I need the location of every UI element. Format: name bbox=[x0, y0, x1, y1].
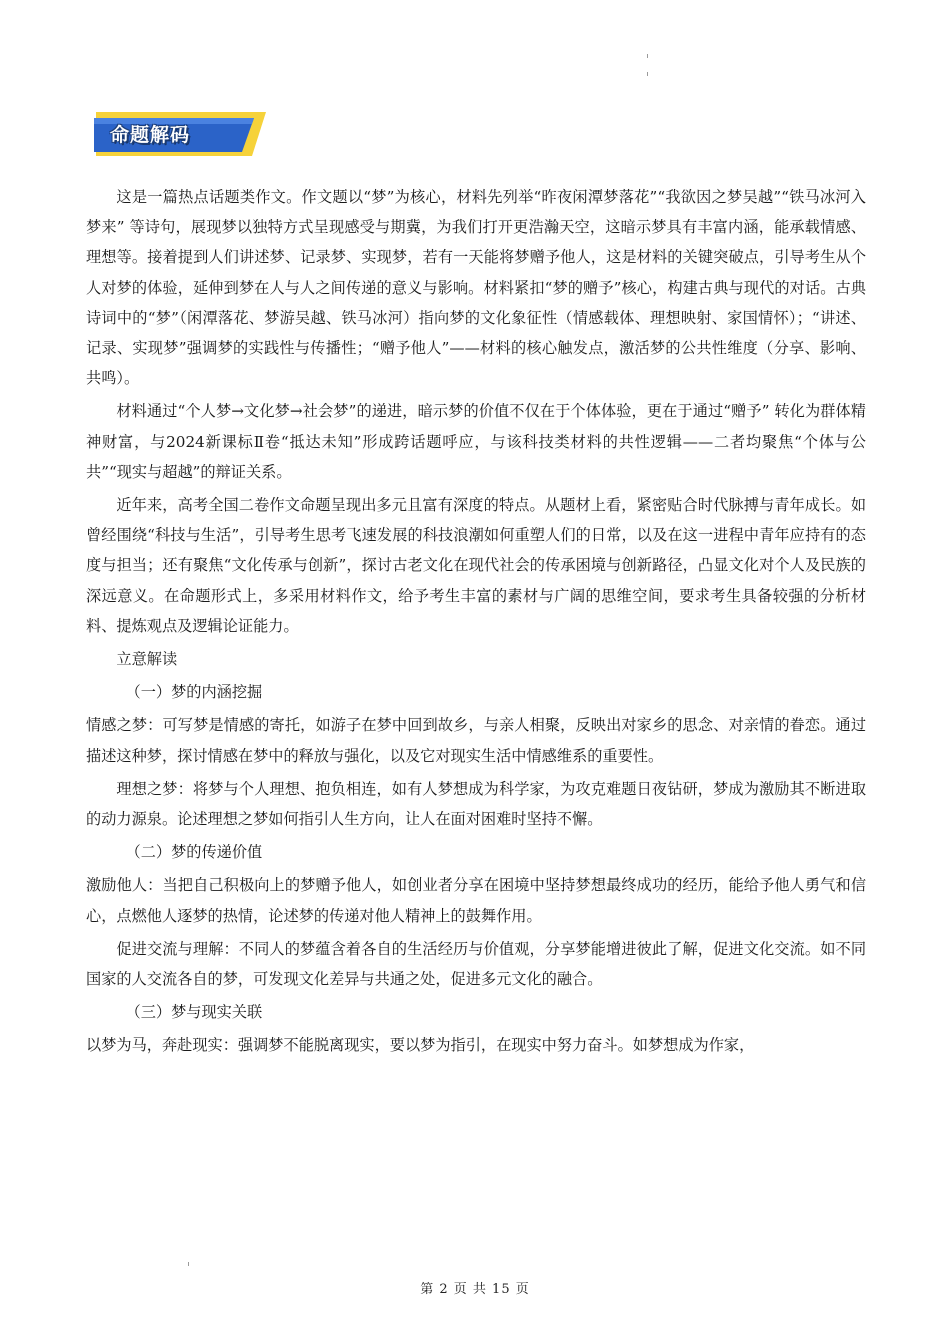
corner-mark-top-1 bbox=[647, 54, 648, 58]
paragraph-topic-analysis: 这是一篇热点话题类作文。作文题以“梦”为核心，材料先列举“昨夜闲潭梦落花”“我欲因之梦吴越”“铁马冰河入梦来” 等诗句，展现梦以独特方式呈现感受与期冀，为我们打开更浩瀚天空，这暗示梦具有丰富内涵，能承载情感、理想等。接着提到人们讲述梦、记录梦、实现梦，若有一天能将梦赠予他人，这是材料的关键突破点，引导考生从个人对梦的体验，延伸到梦在人与人之间传递的意义与影响。材料紧扣“梦的赠予”核心，构建古典与现代的对话。古典诗词中的“梦”（闲潭落花、梦游吴越、铁马冰河）指向梦的文化象征性（情感载体、理想映射、家国情怀）；“讲述、记录、实现梦”强调梦的实践性与传播性；“赠予他人”——材料的核心触发点，激活梦的公共性维度（分享、影响、共鸣）。 bbox=[86, 188, 866, 388]
subheading-dream-transmission: （二）梦的传递价值 bbox=[125, 843, 263, 862]
paragraph-dream-as-horse: 以梦为马，奔赴现实：强调梦不能脱离现实，要以梦为指引，在现实中努力奋斗。如梦想成为作家， bbox=[86, 1036, 755, 1055]
paragraph-inspire-others: 激励他人：当把自己积极向上的梦赠予他人，如创业者分享在困境中坚持梦想最终成功的经历，能给予他人勇气和信心，点燃他人逐梦的热情，论述梦的传递对他人精神上的鼓舞作用。 bbox=[86, 876, 866, 925]
paragraph-exchange-understanding: 促进交流与理解：不同人的梦蕴含着各自的生活经历与价值观，分享梦能增进彼此了解，促进文化交流。如不同国家的人交流各自的梦，可发现文化差异与共通之处，促进多元文化的融合。 bbox=[86, 939, 866, 989]
subheading-dream-connotation: （一）梦的内涵挖掘 bbox=[125, 683, 263, 702]
subheading-dream-reality: （三）梦与现实关联 bbox=[125, 1003, 263, 1022]
corner-mark-bottom bbox=[188, 1262, 189, 1266]
paragraph-ideal-dream: 理想之梦：将梦与个人理想、抱负相连，如有人梦想成为科学家，为攻克难题日夜钻研，梦成为激励其不断进取的动力源泉。论述理想之梦如何指引人生方向，让人在面对困难时坚持不懈。 bbox=[86, 779, 866, 829]
article-body bbox=[86, 182, 866, 1064]
section-heading-interpretation: 立意解读 bbox=[116, 650, 178, 669]
paragraph-emotional-dream: 情感之梦：可写梦是情感的寄托，如游子在梦中回到故乡，与亲人相聚，反映出对家乡的思念、对亲情的眷恋。通过描述这种梦，探讨情感在梦中的释放与强化，以及它对现实生活中情感维系的重要性。 bbox=[86, 716, 866, 765]
page-number: 第 2 页 共 15 页 bbox=[420, 1282, 530, 1297]
paragraph-exam-trends: 近年来，高考全国二卷作文命题呈现出多元且富有深度的特点。从题材上看，紧密贴合时代脉搏与青年成长。如曾经围绕“科技与生活”，引导考生思考飞速发展的科技浪潮如何重塑人们的日常，以及在这一进程中青年应持有的态度与担当；还有聚焦“文化传承与创新”，探讨古老文化在现代社会的传承困境与创新路径，凸显文化对个人及民族的深远意义。在命题形式上，多采用材料作文，给予考生丰富的素材与广阔的思维空间，要求考生具备较强的分析材料、提炼观点及逻辑论证能力。 bbox=[86, 496, 866, 635]
corner-mark-top-2 bbox=[647, 72, 648, 76]
section-banner bbox=[92, 110, 266, 158]
paragraph-material-progression: 材料通过“个人梦→文化梦→社会梦”的递进，暗示梦的价值不仅在于个体体验，更在于通过“赠予” 转化为群体精神财富，与2024新课标Ⅱ卷“抵达未知”形成跨话题呼应，与该科技类材料的共性逻辑——二者均聚焦“个体与公共”“现实与超越”的辩证关系。 bbox=[86, 402, 866, 481]
banner-title: 命题解码 bbox=[110, 124, 191, 146]
